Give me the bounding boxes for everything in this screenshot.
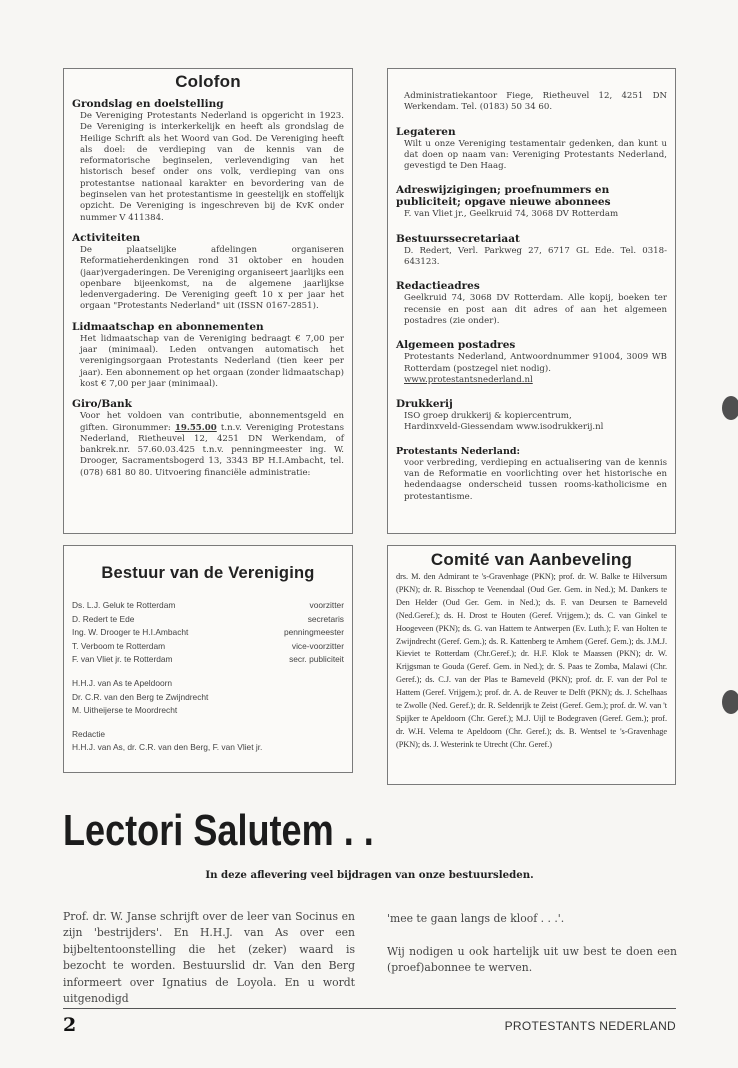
info-section-drukkerij <box>396 398 667 434</box>
article-title: Lectori Salutem . . <box>63 806 374 855</box>
info-section-pn <box>396 446 667 503</box>
giro-text-before: Voor het voldoen van contributie, abonnementsgeld en giften. Gironummer: <box>80 411 344 433</box>
info-section-legateren <box>396 126 667 173</box>
admin-text: Administratiekantoor Fiege, Rietheuvel 12, 4251 DN Werkendam. Tel. (0183) 50 34 60. <box>404 91 667 113</box>
section-text: De Vereniging Protestants Nederland is opgericht in 1923. De Vereniging is interkerkelijk en heeft als grondslag de Heilige Schrift als het Woord van God. De Vereniging heeft als doel: de verdieping van de kennis van de reformatorische beginselen, verlevendiging van het historisch besef onder ons volk, verdieping van ons protestantse nationaal karakter en bevordering van de beginselen van het protestantisme in geestelijk en stoffelijk opzicht. De Vereniging is ingeschreven bij de KvK onder nummer V 411384. <box>80 111 344 223</box>
drukkerij-line1: ISO groep drukkerij & kopiercentrum, <box>404 411 572 422</box>
section-heading: Drukkerij <box>396 398 453 411</box>
comite-text: drs. M. den Admirant te 's-Gravenhage (PKN); prof. dr. W. Balke te Hilversum (PKN); dr. R. Bisschop te Veenendaal (Oud Ger. Gem. in Ned.); M. Dankers te Den Helder (Oud Ger. Gem. in Ned.); ds. F. van Deursen te Barneveld (Ned.Geref.); ds. H. Drost te Houten (Geref. Vrijgem.); ds. C. van Ginkel te Hoogeveen (PKN); ds. G. van Hattem te Antwerpen (Ev. Luth.); F. van Holten te Zwijndrecht (Geref. Gem.); ds. R. Kattenberg te Arnhem (Geref. Gem.); ds. J.M.J. Kieviet te Rotterdam (Chr.Geref.); dr. H.F. Klok te Maassen (PKN); dr. W. Krijgsman te Gouda (Geref. Gem. in Ned.); dr. S. Paas te Zomba, Malawi (Chr. Geref.); ds. C.J. van der Plas te Barneveld (PKN); prof. dr. F. van der Pol te Hattem (Geref. Vrijgem.); prof. dr. A. de Reuver te Delft (PKN); ds. J. Schelhaas te Zwolle (Ned. Geref.); dr. R. Seldenrijk te Zeist (Geref. Gem.); prof. dr. W. van 't Spijker te Apeldoorn (Chr. Geref.); M.J. Uijl te Bodegraven (Geref. Gem.); prof. dr. W.H. Velema te Apeldoorn (Chr. Geref.); ds. B. Wentsel te 's-Gravenhage (PKN); ds. J. Westerink te Utrecht (Chr. Geref.) <box>396 572 667 749</box>
member-role: secr. publiciteit <box>289 654 344 665</box>
list-item <box>72 613 344 627</box>
section-heading: Algemeen postadres <box>396 339 516 352</box>
bestuur-title: Bestuur van de Vereniging <box>101 564 315 582</box>
section-heading: Activiteiten <box>72 231 141 244</box>
member-role: voorzitter <box>309 600 344 610</box>
section-heading: Protestants Nederland: <box>396 445 521 457</box>
giro-text <box>80 411 344 479</box>
section-text: De plaatselijke afdelingen organiseren Reformatieherdenkingen rond 31 oktober en houden (jaar)vergaderingen. De Vereniging organiseert jaarlijks een openbare bijeenkomst, na de algemene jaarlijkse ledenvergadering. De Vereniging geeft 10 x per jaar het orgaan "Protestants Nederland" uit (ISSN 0167-2851). <box>80 244 344 312</box>
member-name: D. Redert te Ede <box>72 613 135 624</box>
section-text: Het lidmaatschap van de Vereniging bedraagt € 7,00 per jaar (minimaal). Leden ontvangen automatisch het verenigingsorgaan Protestants Nederland (tien keer per jaar). Een abonnement op het orgaan (zonder lidmaatschap) kost € 7,00 per jaar (minimaal). <box>80 333 344 389</box>
member-name: Ds. L.J. Geluk te Rotterdam <box>72 600 176 610</box>
member-name: F. van Vliet jr. te Rotterdam <box>72 654 173 665</box>
list-item: M. Uitheijerse te Moordrecht <box>72 705 178 716</box>
drukkerij-line2: Hardinxveld-Giessendam www.isodrukkerij.nl <box>404 422 604 433</box>
section-heading: Lidmaatschap en abonnementen <box>72 320 264 333</box>
info-box <box>387 68 676 534</box>
gironummer: 19.55.00 <box>174 422 217 433</box>
bestuur-box <box>63 545 353 773</box>
redactie-label: Redactie <box>72 728 106 739</box>
colofon-box <box>63 68 353 534</box>
list-item <box>72 626 344 640</box>
section-heading: Bestuurssecretariaat <box>396 232 520 245</box>
info-section-secretariaat <box>396 233 667 269</box>
section-text: Protestants Nederland, Antwoordnummer 91004, 3009 WB Rotterdam (postzegel niet nodig). <box>404 352 667 374</box>
article-column-2b: Wij nodigen u ook hartelijk uit uw best te doen een (proef)abonnee te werven. <box>387 945 677 975</box>
article-column-2a: 'mee te gaan langs de kloof . . .'. <box>387 912 565 925</box>
redactie-names: H.H.J. van As, dr. C.R. van den Berg, F. van Vliet jr. <box>72 742 263 753</box>
website-link[interactable]: www.protestantsnederland.nl <box>404 374 533 385</box>
list-item: Dr. C.R. van den Berg te Zwijndrecht <box>72 691 209 702</box>
footer-rule <box>63 1008 676 1009</box>
colofon-section-lidmaatschap <box>72 321 344 390</box>
page-number: 2 <box>63 1014 77 1036</box>
list-item: H.H.J. van As te Apeldoorn <box>72 677 173 688</box>
comite-title: Comité van Aanbeveling <box>430 550 633 569</box>
section-text: Geelkruid 74, 3068 DV Rotterdam. Alle kopij, boeken ter recensie en post aan dit adres of aan het algemeen postadres (zie onder). <box>404 293 667 326</box>
colofon-section-grondslag <box>72 98 344 224</box>
list-item <box>72 653 344 667</box>
colofon-section-giro <box>72 398 344 479</box>
member-role: secretaris <box>307 613 344 624</box>
info-section-redactieadres <box>396 280 667 327</box>
info-section-adres <box>396 184 667 220</box>
bestuur-others <box>72 677 344 718</box>
article-column-1: Prof. dr. W. Janse schrijft over de leer van Socinus en zijn 'bestrijders'. En H.H.J. van As over een bijbeltentoonstelling die het (zeker) waard is bezocht te worden. Bestuurslid dr. Van den Berg informeert over Ignatius de Loyola. En u wordt uitgenodigd <box>63 910 355 1006</box>
section-text: D. Redert, Verl. Parkweg 27, 6717 GL Ede. Tel. 0318-643123. <box>404 245 667 268</box>
bestuur-redactie <box>72 728 344 755</box>
list-item <box>72 640 344 654</box>
section-heading: Redactieadres <box>396 280 480 293</box>
section-heading: Giro/Bank <box>72 398 132 411</box>
member-name: Ing. W. Drooger te H.I.Ambacht <box>72 627 189 638</box>
bestuur-members <box>72 599 344 667</box>
punch-hole-bottom <box>722 690 738 714</box>
punch-hole-top <box>722 396 738 420</box>
section-text: F. van Vliet jr., Geelkruid 74, 3068 DV Rotterdam <box>404 209 619 220</box>
member-role: penningmeester <box>283 627 344 638</box>
colofon-title: Colofon <box>175 72 241 91</box>
article-subtitle: In deze aflevering veel bijdragen van onze bestuursleden. <box>205 869 534 881</box>
section-heading: Legateren <box>396 125 456 138</box>
comite-box <box>387 545 676 785</box>
publication-name: PROTESTANTS NEDERLAND <box>504 1019 676 1033</box>
section-heading: Grondslag en doelstelling <box>72 98 224 110</box>
section-text: Wilt u onze Vereniging testamentair gedenken, dan kunt u dat doen op naam van: Vereniging Protestants Nederland, gevestigd te Den Haag. <box>404 138 667 172</box>
section-text: voor verbreding, verdieping en actualisering van de kennis van de Reformatie en voorlichting over het historische en hedendaagse onderscheid tussen rooms-katholicisme en protestantisme. <box>404 457 667 502</box>
info-section-postadres <box>396 339 667 386</box>
member-role: vice-voorzitter <box>291 640 344 651</box>
member-name: T. Verboom te Rotterdam <box>72 640 166 651</box>
section-heading: Adreswijzigingen; proefnummers en publiciteit; opgave nieuwe abonnees <box>396 184 611 209</box>
colofon-section-activiteiten <box>72 232 344 313</box>
list-item <box>72 599 344 613</box>
giro-text-after: t.n.v. Vereniging Protestans Nederland, Rietheuvel 12, 4251 DN Werkendam, of bankrek.nr. 57.60.03.425 t.n.v. penningmeester ing. W. Drooger, Sacramentsbogerd 13, 3343 BP H.I.Ambacht, tel. (078) 681 80 80. Uitvoering financiële administratie: <box>80 422 344 478</box>
